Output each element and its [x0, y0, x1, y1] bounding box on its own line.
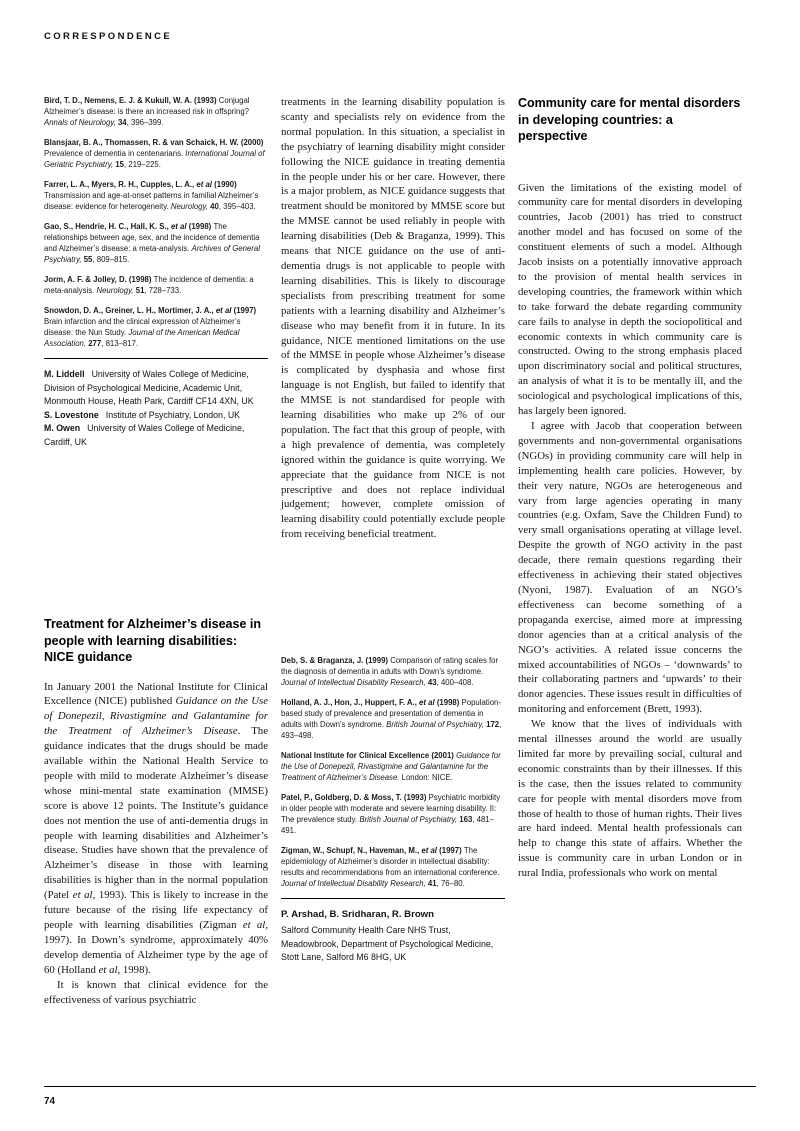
body-paragraph: treatments in the learning disability population is scanty and specialists rely on evidence from the normal population. In this situation, a specialist in the psychiatry of learning disability might consider following the NICE guidance in treating dementia in the people under his or her care. However, there is a major problem, as NICE guidance suggests that treatment should be monitored by MMSE score but the MMSE cannot be used reliably in people with learning disabilities (Deb & Braganza, 1999). This means that NICE guidance on the use of anti-dementia drugs is not applicable to people with learning disabilities. This is likely to discourage specialists from prescribing treatment for some patients with a learning disability and Alzheimer’s disease who may benefit from it in future. In its guidance, NICE mentioned limitations on the use of the MMSE in people whose Alzheimer’s disease is complicated by dysphasia and whose first language is not English, but failed to identify that the MMSE is not standardised for people with learning disabilities who make up 2% of our population. The fact that this group of people, with a high prevalence of dementia, was completely ignored within the guidance is quite worrying. We appreciate that the guidance from NICE is not prescriptive and does not replace individual judgement; however, complete omission of learning disability could potentially exclude people from receiving beneficial treatment.: [281, 96, 505, 541]
reference-entry: Deb, S. & Braganza, J. (1999) Comparison of rating scales for the diagnosis of dementia in adults with Down’s syndrome. Journal of Intellectual Disability Research, 43, 400–408.: [281, 656, 499, 687]
reference-list-letter2: [281, 655, 505, 889]
column-2: [281, 95, 505, 1007]
page-footer: [44, 1086, 756, 1107]
reference-entry: Blansjaar, B. A., Thomassen, R. & van Schaick, H. W. (2000) Prevalence of dementia in centenarians. International Journal of Geriatric Psychiatry, 15, 219–225.: [44, 138, 265, 169]
reference-entry: Snowdon, D. A., Greiner, L. H., Mortimer, J. A., et al (1997) Brain infarction and the clinical expression of Alzheimer’s disease: the Nun Study. Journal of the American Medical Association, 277, 813–817.: [44, 306, 257, 348]
letter-title-nice-guidance: Treatment for Alzheimer’s disease in people with learning disabilities: NICE guidance: [44, 617, 261, 664]
author-names: P. Arshad, B. Sridharan, R. Brown: [281, 909, 434, 920]
reference-entry: Farrer, L. A., Myers, R. H., Cupples, L. A., et al (1990) Transmission and age-at-onset patterns in familial Alzheimer’s disease: evidence for heterogeneity. Neurology, 40, 395–403.: [44, 180, 259, 211]
column-1-top-section: [44, 95, 268, 616]
body-paragraph: I agree with Jacob that cooperation between governments and non-governmental organisations (NGOs) in providing community care will help in implementing health care policies. However, by their very nature, NGOs are heterogeneous and vary from large agencies operating in many countries (e.g. Oxfam, Save the Children Fund) to very small organisations operating at village level. Despite the growth of NGO activity in the past decade, there remain questions regarding their effectiveness in achieving their stated objectives (Nyoni, 1987). Evaluation of an NGO’s effectiveness can become something of a propaganda exercise, aimed more at impressing donor agencies than at a critical analysis of the NGO’s activities. A related issue concerns the mixed accountabilities of NGOs – ‘downwards’ to their collaborating partners and ‘upwards’ to their donor agencies. These issues result in difficulties of monitoring and enforcement (Brett, 1993).: [518, 420, 742, 716]
reference-list-letter1: [44, 95, 268, 349]
page-number: 74: [44, 1096, 56, 1107]
divider-rule: [44, 358, 268, 359]
reference-entry: Gao, S., Hendrie, H. C., Hall, K. S., et al (1998) The relationships between age, sex, and the incidence of dementia and Alzheimer’s disease: a meta-analysis. Archives of General Psychiatry, 55, 809–815.: [44, 222, 260, 264]
divider-rule: [281, 898, 505, 899]
body-paragraph: Given the limitations of the existing model of community care for mental disorders in developing countries, Jacob (2001) has tried to construct another model and has focused on some of the constituent elements of such a model. Although Jacob insists on a potentially innovative approach to the provision of mental health services in developing countries, the framework within which to take forward the debate regarding community care fails to analyse in depth the sociopolitical and economic contexts in which community care is constructed. Owing to the strong emphasis placed upon discriminatory social and political structures, an analysis of what it is to be mentally ill, and the sociological and psychological implications of this, has largely been ignored.: [518, 181, 742, 418]
affiliation-line: M. Owen University of Wales College of Medicine, Cardiff, UK: [44, 423, 245, 447]
body-paragraph: In January 2001 the National Institute for Clinical Excellence (NICE) published Guidance on the Use of Donepezil, Rivastigmine and Galantamine for the Treatment of Alzheimer’s Disease. The guidance indicates that the drugs should be made available within the National Health Service to people with mild to moderate Alzheimer’s disease whose mini-mental state examination (MMSE) score is above 12 points. The Institute’s guidance does not mention the use of anti-dementia drugs in people with learning disabilities and Alzheimer’s disease. Studies have shown that the prevalence of Alzheimer’s disease in those with learning disabilities is higher than in the normal population (Patel et al, 1993). This is likely to increase in the future because of the rising life expectancy of people with learning disabilities (Zigman et al, 1997). In Down’s syndrome, approximately 40% develop dementia of Alzheimer type by the age of 60 (Holland et al, 1998).: [44, 680, 269, 976]
reference-entry: Patel, P., Goldberg, D. & Moss, T. (1993) Psychiatric morbidity in older people with moderate and severe learning disability. II: The prevalence study. British Journal of Psychiatry, 163, 481–491.: [281, 793, 501, 835]
column-1: [44, 95, 268, 1007]
reference-entry: Zigman, W., Schupf, N., Haveman, M., et al (1997) The epidemiology of Alzheimer’s disorder in intellectual disability: results and recommendations from an international conference. Journal of Intellectual Disability Research, 41, 76–80.: [281, 846, 500, 888]
reference-entry: National Institute for Clinical Excellence (2001) Guidance for the Use of Donepezil, Rivastigmine and Galantamine for the Treatment of Alzheimer’s Disease. London: NICE.: [281, 751, 501, 782]
affiliation-line: M. Liddell University of Wales College of Medicine, Division of Psychological Medicine, Academic Unit, Monmouth House, Heath Park, Cardiff CF14 4XN, UK: [44, 369, 254, 406]
reference-entry: Holland, A. J., Hon, J., Huppert, F. A., et al (1998) Population-based study of prevalence and presentation of dementia in adults with Down’s syndrome. British Journal of Psychiatry, 172, 493–498.: [281, 698, 502, 740]
body-paragraph: We know that the lives of individuals with mental illnesses around the world are usually limited far more by prevailing social, cultural and economic constraints than by their illnesses. If this is the case, then the issues related to community care for people with mental disorders move from those of health to those of human rights. Their lives are hard indeed. Mental health professionals can help to change this state of affairs. Whether the issue is community care in urban London or in rural India, professionals who work on mental: [518, 718, 742, 880]
footer-rule: [44, 1086, 756, 1087]
body-paragraph: It is known that clinical evidence for the effectiveness of various psychiatric: [44, 978, 268, 1006]
running-head: CORRESPONDENCE: [44, 31, 173, 42]
reference-entry: Jorm, A. F. & Jolley, D. (1998) The incidence of dementia: a meta-analysis. Neurology, 51, 728–733.: [44, 275, 254, 295]
column-3: [518, 95, 742, 1007]
content-columns: [44, 95, 742, 1007]
letter-title-community-care: Community care for mental disorders in developing countries: a perspective: [518, 96, 741, 143]
author-affiliations-letter1: [44, 368, 268, 449]
affiliation-line: S. Lovestone Institute of Psychiatry, London, UK: [44, 409, 241, 420]
column-2-body-section: [281, 95, 505, 643]
reference-entry: Bird, T. D., Nemens, E. J. & Kukull, W. A. (1993) Conjugal Alzheimer’s disease: is there an increased risk in offspring? Annals of Neurology, 34, 396–399.: [44, 96, 250, 127]
affiliation-line: Salford Community Health Care NHS Trust, Meadowbrook, Department of Psychological Medicine, Stott Lane, Salford M6 8HG, UK: [281, 925, 494, 962]
author-affiliations-letter2: [281, 908, 505, 965]
